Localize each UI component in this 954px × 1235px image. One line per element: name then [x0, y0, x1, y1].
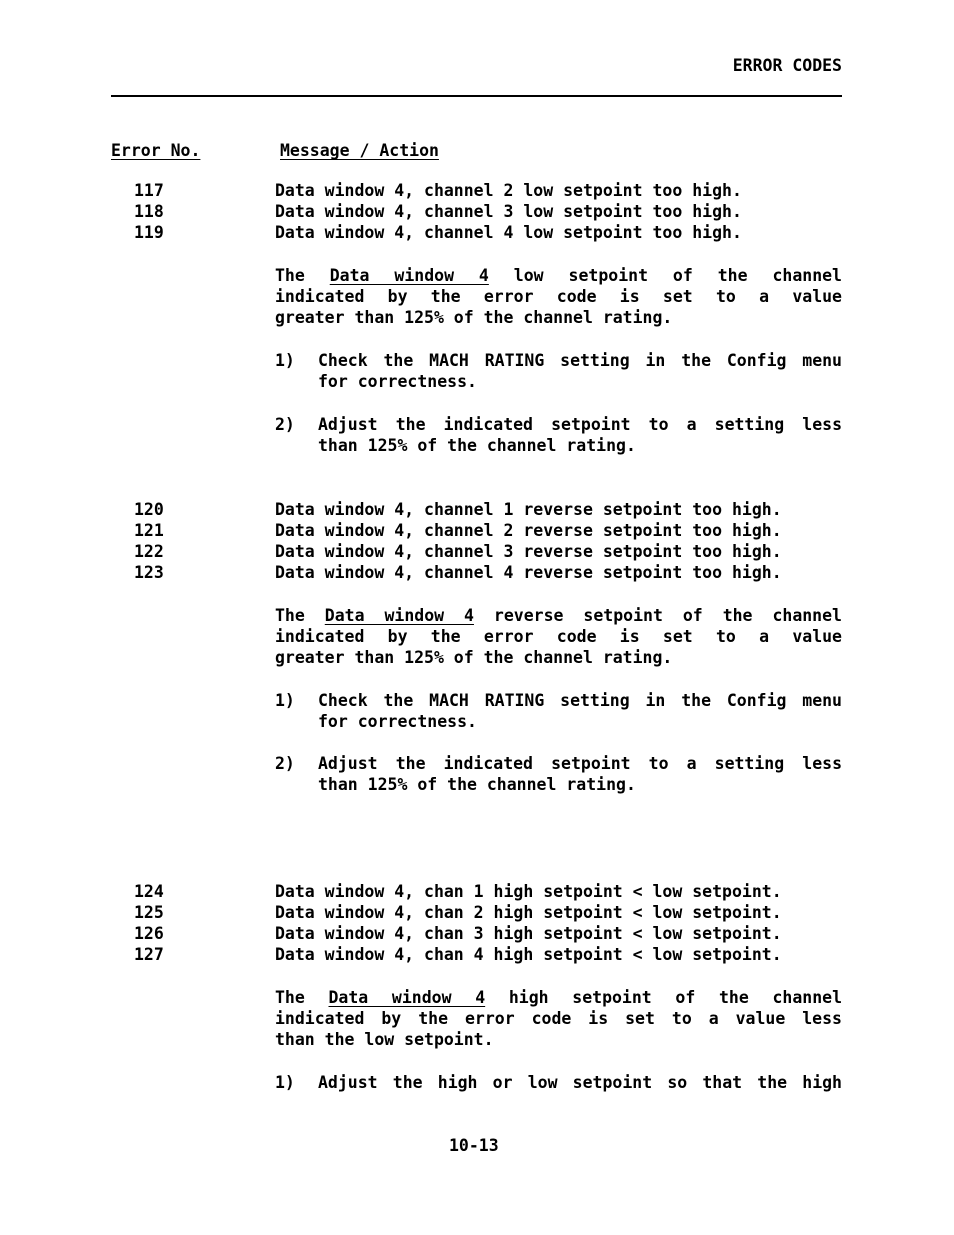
data-window-reference: Data window 4 [329, 266, 489, 285]
error-code: 119 [134, 223, 164, 242]
error-description [275, 605, 842, 668]
step-text: for correctness. [318, 372, 477, 391]
data-window-reference: Data window 4 [328, 988, 486, 1007]
step-text: than 125% of the channel rating. [318, 775, 636, 794]
error-code: 121 [134, 521, 164, 540]
error-code: 126 [134, 924, 164, 943]
step-text: Adjust the indicated setpoint to a setting less [318, 415, 842, 434]
step-text: for correctness. [318, 712, 477, 731]
description-line: The Data window 4 low setpoint of the channel [275, 266, 842, 285]
error-code: 118 [134, 202, 164, 221]
step-text: Adjust the high or low setpoint so that the high [318, 1073, 842, 1092]
error-code: 122 [134, 542, 164, 561]
step-number: 1) [275, 691, 295, 710]
description-line: than the low setpoint. [275, 1030, 494, 1049]
column-header-error-no: Error No. [111, 141, 201, 160]
error-message: Data window 4, chan 2 high setpoint < low setpoint. [275, 903, 782, 922]
description-line: indicated by the error code is set to a value [275, 287, 842, 306]
error-message: Data window 4, channel 4 reverse setpoint too high. [275, 563, 782, 582]
error-message: Data window 4, channel 3 low setpoint too high. [275, 202, 742, 221]
error-message: Data window 4, channel 3 reverse setpoint too high. [275, 542, 782, 561]
error-code: 123 [134, 563, 164, 582]
header-rule [111, 95, 842, 97]
step-text: Check the MACH RATING setting in the Config menu [318, 691, 842, 710]
error-code: 127 [134, 945, 164, 964]
error-message: Data window 4, chan 4 high setpoint < low setpoint. [275, 945, 782, 964]
error-description [275, 265, 842, 328]
error-message: Data window 4, channel 2 low setpoint too high. [275, 181, 742, 200]
error-message: Data window 4, channel 2 reverse setpoint too high. [275, 521, 782, 540]
page-number: 10-13 [449, 1136, 499, 1155]
step-text: Adjust the indicated setpoint to a setting less [318, 754, 842, 773]
step-text: Check the MACH RATING setting in the Config menu [318, 351, 842, 370]
column-header-message-action: Message / Action [280, 141, 439, 160]
error-message: Data window 4, chan 1 high setpoint < low setpoint. [275, 882, 782, 901]
step-number: 2) [275, 415, 295, 434]
description-line: The Data window 4 reverse setpoint of the channel [275, 606, 842, 625]
running-header-title: ERROR CODES [732, 56, 842, 75]
error-message: Data window 4, channel 1 reverse setpoint too high. [275, 500, 782, 519]
description-line: The Data window 4 high setpoint of the channel [275, 988, 842, 1007]
step-number: 1) [275, 351, 295, 370]
step-number: 2) [275, 754, 295, 773]
error-code: 124 [134, 882, 164, 901]
error-message: Data window 4, chan 3 high setpoint < low setpoint. [275, 924, 782, 943]
error-code: 117 [134, 181, 164, 200]
step-number: 1) [275, 1073, 295, 1092]
error-message: Data window 4, channel 4 low setpoint too high. [275, 223, 742, 242]
description-line: indicated by the error code is set to a value [275, 627, 842, 646]
error-code: 120 [134, 500, 164, 519]
step-text: than 125% of the channel rating. [318, 436, 636, 455]
description-line: indicated by the error code is set to a value less [275, 1009, 842, 1028]
description-line: greater than 125% of the channel rating. [275, 648, 673, 667]
description-line: greater than 125% of the channel rating. [275, 308, 673, 327]
error-code: 125 [134, 903, 164, 922]
data-window-reference: Data window 4 [324, 606, 474, 625]
error-description [275, 987, 842, 1050]
